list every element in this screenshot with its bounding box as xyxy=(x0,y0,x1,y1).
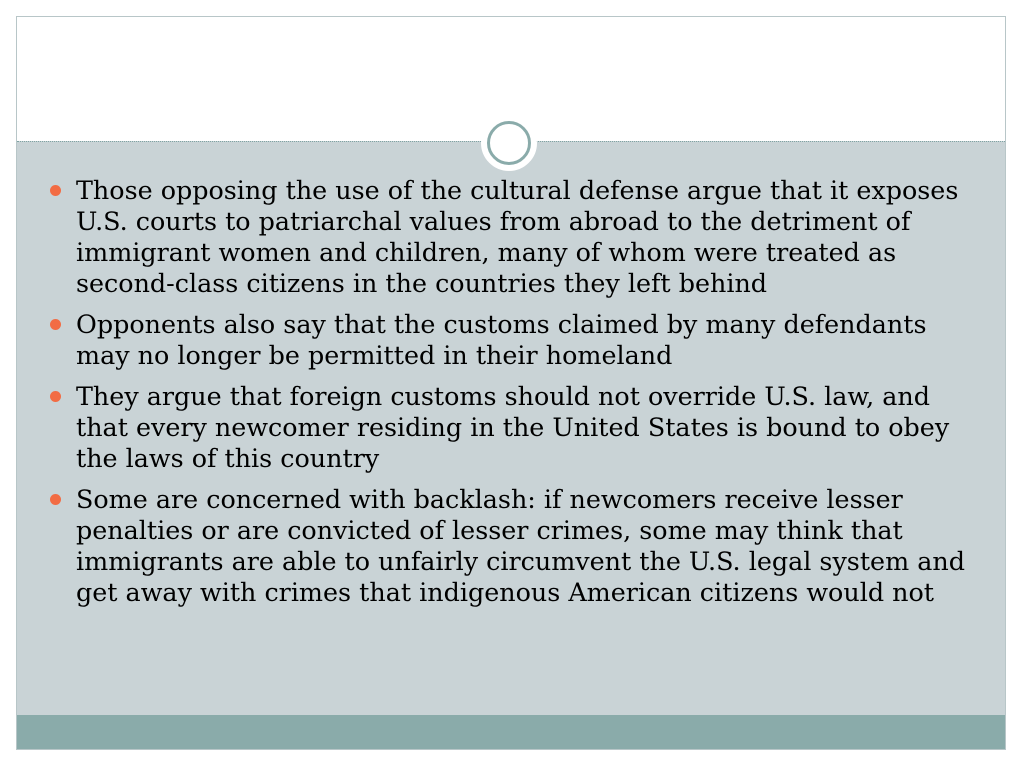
bullet-dot-icon xyxy=(50,391,61,402)
bullet-list xyxy=(50,175,965,618)
bullet-text: They argue that foreign customs should not override U.S. law, and that every newcomer residing in the United States is bound to obey the laws of this country xyxy=(76,381,950,473)
footer-bar xyxy=(17,715,1005,749)
bullet-text: Some are concerned with backlash: if newcomers receive lesser penalties or are convicted of lesser crimes, some may think that immigrants are able to unfairly circumvent the U.S. legal system and get away with crimes that indigenous American citizens would not xyxy=(76,484,965,607)
content-area xyxy=(17,142,1005,716)
bullet-dot-icon xyxy=(50,494,61,505)
bullet-item xyxy=(50,484,965,608)
slide xyxy=(16,16,1006,750)
bullet-dot-icon xyxy=(50,185,61,196)
bullet-item xyxy=(50,381,965,474)
bullet-item xyxy=(50,175,965,299)
bullet-item xyxy=(50,309,965,371)
bullet-text: Opponents also say that the customs claimed by many defendants may no longer be permitted in their homeland xyxy=(76,309,927,370)
bullet-dot-icon xyxy=(50,319,61,330)
bullet-text: Those opposing the use of the cultural defense argue that it exposes U.S. courts to patriarchal values from abroad to the detriment of immigrant women and children, many of whom were treated as second-class citizens in the countries they left behind xyxy=(76,175,959,298)
